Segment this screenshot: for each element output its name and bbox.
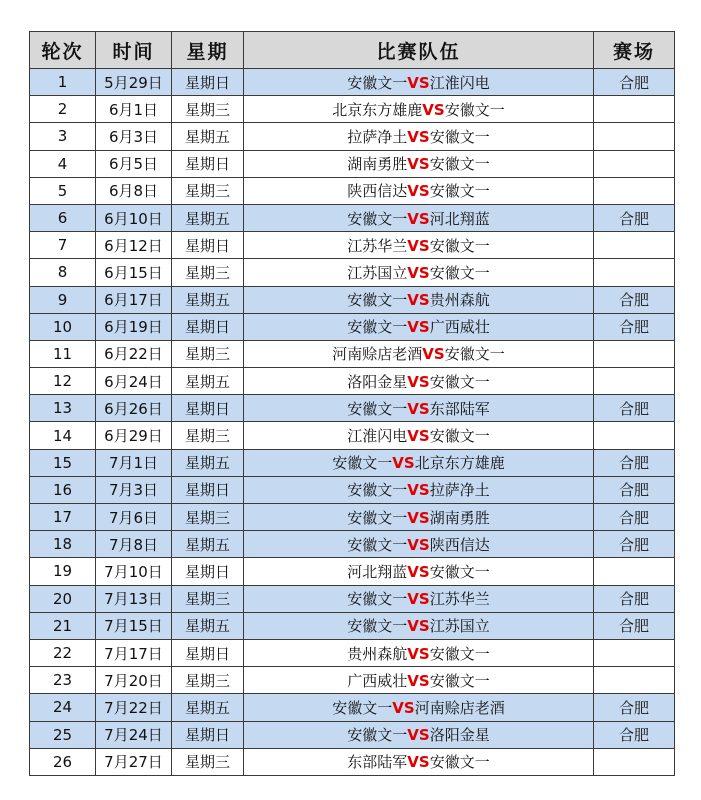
team-left: 江苏华兰	[347, 236, 408, 255]
team-left: 安徽文一	[347, 73, 408, 92]
venue-cell	[594, 177, 675, 204]
weekday-cell: 星期三	[172, 504, 244, 531]
table-row	[30, 449, 675, 476]
header-row	[30, 32, 675, 69]
round-cell: 1	[30, 69, 96, 96]
date-cell: 7月20日	[96, 667, 172, 694]
round-cell: 14	[30, 422, 96, 449]
table-row	[30, 96, 675, 123]
vs-label: VS	[407, 209, 430, 228]
table-row	[30, 232, 675, 259]
vs-label: VS	[407, 127, 430, 146]
team-left: 东部陆军	[347, 753, 408, 772]
venue-cell	[594, 558, 675, 585]
team-left: 安徽文一	[347, 617, 408, 636]
team-left: 江苏国立	[347, 263, 408, 282]
vs-label: VS	[407, 590, 430, 609]
team-left: 湖南勇胜	[347, 155, 408, 174]
team-left: 安徽文一	[347, 318, 408, 337]
table-row	[30, 259, 675, 286]
vs-label: VS	[407, 671, 430, 690]
round-cell: 7	[30, 232, 96, 259]
teams-cell	[244, 558, 594, 585]
teams-cell	[244, 531, 594, 558]
round-cell: 3	[30, 123, 96, 150]
teams-cell	[244, 612, 594, 639]
team-right: 江苏国立	[429, 617, 490, 636]
venue-cell	[594, 123, 675, 150]
vs-label: VS	[407, 291, 430, 310]
round-cell: 6	[30, 204, 96, 231]
venue-cell	[594, 150, 675, 177]
team-left: 拉萨净土	[347, 127, 408, 146]
round-cell: 4	[30, 150, 96, 177]
round-cell: 15	[30, 449, 96, 476]
date-cell: 7月6日	[96, 504, 172, 531]
table-row	[30, 395, 675, 422]
team-left: 安徽文一	[347, 590, 408, 609]
weekday-cell: 星期日	[172, 721, 244, 748]
date-cell: 5月29日	[96, 69, 172, 96]
venue-cell	[594, 639, 675, 666]
weekday-cell: 星期日	[172, 639, 244, 666]
team-right: 广西威壮	[429, 318, 490, 337]
team-left: 河北翔蓝	[347, 562, 408, 581]
team-left: 广西威壮	[347, 671, 408, 690]
teams-cell	[244, 504, 594, 531]
team-right: 河南赊店老酒	[414, 698, 505, 717]
weekday-cell: 星期日	[172, 150, 244, 177]
header-teams: 比赛队伍	[244, 32, 594, 69]
schedule-table	[29, 31, 675, 776]
table-row	[30, 313, 675, 340]
round-cell: 21	[30, 612, 96, 639]
table-row	[30, 612, 675, 639]
weekday-cell: 星期三	[172, 259, 244, 286]
vs-label: VS	[407, 562, 430, 581]
table-row	[30, 476, 675, 503]
team-left: 安徽文一	[347, 481, 408, 500]
team-left: 安徽文一	[347, 399, 408, 418]
date-cell: 6月29日	[96, 422, 172, 449]
team-right: 安徽文一	[429, 127, 490, 146]
vs-label: VS	[407, 427, 430, 446]
team-left: 安徽文一	[332, 454, 393, 473]
venue-cell: 合肥	[594, 395, 675, 422]
table-row	[30, 667, 675, 694]
weekday-cell: 星期日	[172, 313, 244, 340]
weekday-cell: 星期日	[172, 395, 244, 422]
weekday-cell: 星期五	[172, 531, 244, 558]
venue-cell	[594, 368, 675, 395]
teams-cell	[244, 286, 594, 313]
round-cell: 20	[30, 585, 96, 612]
venue-cell: 合肥	[594, 694, 675, 721]
team-right: 河北翔蓝	[429, 209, 490, 228]
team-left: 安徽文一	[347, 291, 408, 310]
team-left: 安徽文一	[332, 698, 393, 717]
team-right: 安徽文一	[429, 427, 490, 446]
table-row	[30, 531, 675, 558]
venue-cell: 合肥	[594, 585, 675, 612]
table-row	[30, 340, 675, 367]
vs-label: VS	[407, 399, 430, 418]
team-right: 北京东方雄鹿	[414, 454, 505, 473]
table-row	[30, 286, 675, 313]
teams-cell	[244, 667, 594, 694]
venue-cell	[594, 259, 675, 286]
teams-cell	[244, 694, 594, 721]
venue-cell: 合肥	[594, 204, 675, 231]
date-cell: 6月3日	[96, 123, 172, 150]
weekday-cell: 星期五	[172, 449, 244, 476]
table-row	[30, 69, 675, 96]
teams-cell	[244, 422, 594, 449]
weekday-cell: 星期五	[172, 123, 244, 150]
vs-label: VS	[407, 617, 430, 636]
team-right: 安徽文一	[429, 644, 490, 663]
round-cell: 16	[30, 476, 96, 503]
round-cell: 24	[30, 694, 96, 721]
venue-cell	[594, 422, 675, 449]
date-cell: 6月5日	[96, 150, 172, 177]
vs-label: VS	[422, 100, 445, 119]
teams-cell	[244, 313, 594, 340]
teams-cell	[244, 123, 594, 150]
teams-cell	[244, 204, 594, 231]
round-cell: 23	[30, 667, 96, 694]
teams-cell	[244, 232, 594, 259]
teams-cell	[244, 177, 594, 204]
venue-cell: 合肥	[594, 313, 675, 340]
team-left: 陕西信达	[347, 182, 408, 201]
round-cell: 9	[30, 286, 96, 313]
team-right: 安徽文一	[444, 345, 505, 364]
teams-cell	[244, 476, 594, 503]
weekday-cell: 星期日	[172, 558, 244, 585]
weekday-cell: 星期五	[172, 694, 244, 721]
vs-label: VS	[407, 182, 430, 201]
team-right: 拉萨净土	[429, 481, 490, 500]
weekday-cell: 星期五	[172, 286, 244, 313]
teams-cell	[244, 150, 594, 177]
venue-cell: 合肥	[594, 449, 675, 476]
team-left: 贵州森航	[347, 644, 408, 663]
header-venue: 赛场	[594, 32, 675, 69]
date-cell: 7月15日	[96, 612, 172, 639]
team-right: 安徽文一	[429, 155, 490, 174]
team-right: 江苏华兰	[429, 590, 490, 609]
round-cell: 18	[30, 531, 96, 558]
date-cell: 7月1日	[96, 449, 172, 476]
header-round: 轮次	[30, 32, 96, 69]
round-cell: 19	[30, 558, 96, 585]
weekday-cell: 星期三	[172, 422, 244, 449]
venue-cell	[594, 748, 675, 775]
team-right: 安徽文一	[429, 372, 490, 391]
weekday-cell: 星期三	[172, 177, 244, 204]
date-cell: 6月22日	[96, 340, 172, 367]
venue-cell: 合肥	[594, 69, 675, 96]
team-right: 安徽文一	[429, 263, 490, 282]
venue-cell: 合肥	[594, 531, 675, 558]
teams-cell	[244, 368, 594, 395]
date-cell: 6月8日	[96, 177, 172, 204]
venue-cell	[594, 340, 675, 367]
date-cell: 7月13日	[96, 585, 172, 612]
date-cell: 6月10日	[96, 204, 172, 231]
vs-label: VS	[407, 372, 430, 391]
teams-cell	[244, 69, 594, 96]
vs-label: VS	[407, 155, 430, 174]
venue-cell	[594, 232, 675, 259]
vs-label: VS	[407, 236, 430, 255]
table-row	[30, 150, 675, 177]
team-left: 江淮闪电	[347, 427, 408, 446]
weekday-cell: 星期五	[172, 204, 244, 231]
table-row	[30, 504, 675, 531]
table-row	[30, 368, 675, 395]
team-right: 湖南勇胜	[429, 508, 490, 527]
teams-cell	[244, 96, 594, 123]
weekday-cell: 星期三	[172, 667, 244, 694]
teams-cell	[244, 721, 594, 748]
teams-cell	[244, 259, 594, 286]
venue-cell	[594, 96, 675, 123]
table-row	[30, 721, 675, 748]
round-cell: 22	[30, 639, 96, 666]
vs-label: VS	[392, 454, 415, 473]
vs-label: VS	[407, 535, 430, 554]
vs-label: VS	[407, 263, 430, 282]
date-cell: 6月19日	[96, 313, 172, 340]
vs-label: VS	[407, 508, 430, 527]
date-cell: 6月12日	[96, 232, 172, 259]
round-cell: 10	[30, 313, 96, 340]
date-cell: 7月10日	[96, 558, 172, 585]
table-row	[30, 123, 675, 150]
round-cell: 2	[30, 96, 96, 123]
vs-label: VS	[407, 753, 430, 772]
venue-cell: 合肥	[594, 612, 675, 639]
date-cell: 6月15日	[96, 259, 172, 286]
header-date: 时间	[96, 32, 172, 69]
date-cell: 6月24日	[96, 368, 172, 395]
vs-label: VS	[422, 345, 445, 364]
weekday-cell: 星期日	[172, 476, 244, 503]
weekday-cell: 星期三	[172, 585, 244, 612]
date-cell: 7月8日	[96, 531, 172, 558]
team-right: 安徽文一	[444, 100, 505, 119]
team-right: 安徽文一	[429, 671, 490, 690]
weekday-cell: 星期五	[172, 368, 244, 395]
table-row	[30, 639, 675, 666]
schedule-body	[30, 69, 675, 776]
vs-label: VS	[392, 698, 415, 717]
weekday-cell: 星期三	[172, 748, 244, 775]
weekday-cell: 星期三	[172, 96, 244, 123]
date-cell: 7月3日	[96, 476, 172, 503]
venue-cell	[594, 667, 675, 694]
team-right: 安徽文一	[429, 236, 490, 255]
table-row	[30, 585, 675, 612]
round-cell: 26	[30, 748, 96, 775]
teams-cell	[244, 340, 594, 367]
table-row	[30, 558, 675, 585]
round-cell: 25	[30, 721, 96, 748]
team-right: 安徽文一	[429, 753, 490, 772]
date-cell: 6月17日	[96, 286, 172, 313]
round-cell: 12	[30, 368, 96, 395]
teams-cell	[244, 639, 594, 666]
round-cell: 13	[30, 395, 96, 422]
weekday-cell: 星期日	[172, 69, 244, 96]
team-right: 洛阳金星	[429, 726, 490, 745]
teams-cell	[244, 449, 594, 476]
date-cell: 6月26日	[96, 395, 172, 422]
date-cell: 7月22日	[96, 694, 172, 721]
team-right: 江淮闪电	[429, 73, 490, 92]
team-right: 安徽文一	[429, 562, 490, 581]
table-row	[30, 748, 675, 775]
vs-label: VS	[407, 726, 430, 745]
date-cell: 7月24日	[96, 721, 172, 748]
teams-cell	[244, 395, 594, 422]
team-right: 贵州森航	[429, 291, 490, 310]
weekday-cell: 星期五	[172, 612, 244, 639]
team-left: 河南赊店老酒	[332, 345, 423, 364]
round-cell: 17	[30, 504, 96, 531]
team-left: 安徽文一	[347, 209, 408, 228]
weekday-cell: 星期三	[172, 340, 244, 367]
venue-cell: 合肥	[594, 504, 675, 531]
date-cell: 7月17日	[96, 639, 172, 666]
vs-label: VS	[407, 481, 430, 500]
venue-cell: 合肥	[594, 286, 675, 313]
table-row	[30, 204, 675, 231]
venue-cell: 合肥	[594, 476, 675, 503]
weekday-cell: 星期日	[172, 232, 244, 259]
vs-label: VS	[407, 73, 430, 92]
round-cell: 5	[30, 177, 96, 204]
vs-label: VS	[407, 318, 430, 337]
table-row	[30, 422, 675, 449]
team-left: 安徽文一	[347, 508, 408, 527]
header-weekday: 星期	[172, 32, 244, 69]
team-left: 北京东方雄鹿	[332, 100, 423, 119]
date-cell: 7月27日	[96, 748, 172, 775]
vs-label: VS	[407, 644, 430, 663]
round-cell: 8	[30, 259, 96, 286]
team-left: 安徽文一	[347, 726, 408, 745]
teams-cell	[244, 748, 594, 775]
table-row	[30, 694, 675, 721]
round-cell: 11	[30, 340, 96, 367]
team-right: 东部陆军	[429, 399, 490, 418]
table-row	[30, 177, 675, 204]
team-left: 洛阳金星	[347, 372, 408, 391]
date-cell: 6月1日	[96, 96, 172, 123]
team-right: 陕西信达	[429, 535, 490, 554]
team-left: 安徽文一	[347, 535, 408, 554]
venue-cell: 合肥	[594, 721, 675, 748]
teams-cell	[244, 585, 594, 612]
team-right: 安徽文一	[429, 182, 490, 201]
